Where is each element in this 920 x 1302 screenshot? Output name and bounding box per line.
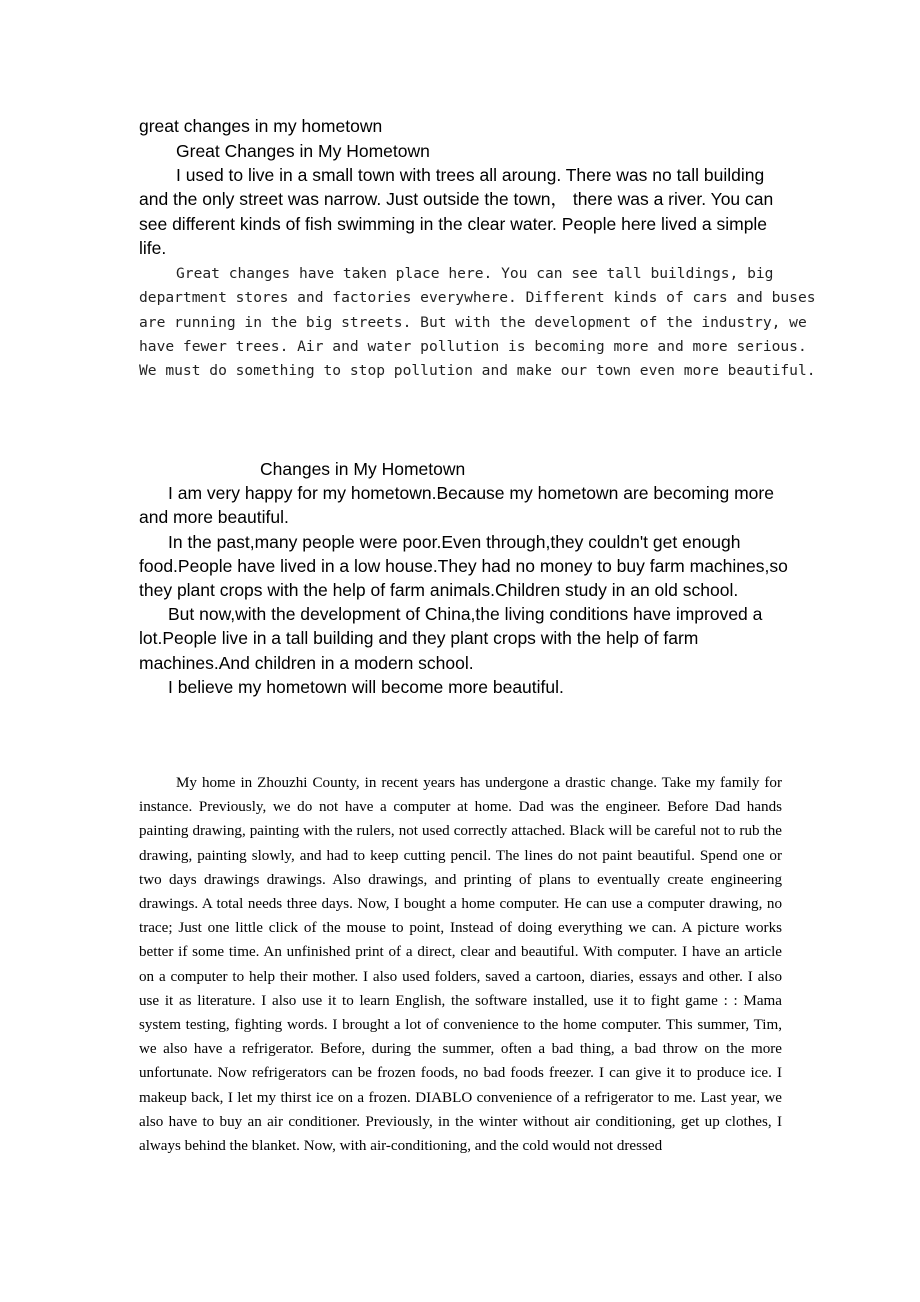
essay-great-changes	[139, 139, 816, 384]
essay-heading: Changes in My Hometown	[260, 459, 466, 479]
essay-paragraph: In the past,many people were poor.Even through,they couldn't get enough food.People have lived in a low house.They had no money to buy farm machines,so they plant crops with the help of farm animals.Children study in an old school.	[139, 531, 788, 601]
essay-paragraph: I am very happy for my hometown.Because my hometown are becoming more and more beautiful.	[139, 483, 774, 528]
essay-paragraph: I used to live in a small town with trees all aroung. There was no tall building and the only street was narrow. Just outside the town， there was a river. You can see different kinds of fish swimming in the clear water. People here lived a simple life.	[139, 165, 774, 258]
essay-heading: Great Changes in My Hometown	[176, 141, 430, 161]
essay-changes	[139, 457, 794, 699]
essay-paragraph: My home in Zhouzhi County, in recent years has undergone a drastic change. Take my family for instance. Previously, we do not have a computer at home. Dad was the engineer. Before Dad hands painting drawing, painting with the rulers, not used correctly attached. Black will be careful not to rub the drawing, painting slowly, and had to keep cutting pencil. The lines do not paint beautiful. Spend one or two days drawings drawings. Also drawings, and printing of plans to eventually create engineering drawings. A total needs three days. Now, I bought a home computer. He can use a computer drawing, no trace; Just one little click of the mouse to point, Instead of doing everything we can. A picture works better if some time. An unfinished print of a direct, clear and beautiful. With computer. I have an article on a computer to help their mother. I also used folders, saved a cartoon, diaries, essays and other. I also use it as literature. I also use it to learn English, the software installed, use it to fight game : : Mama system testing, fighting words. I brought a lot of convenience to the home computer. This summer, Tim, we also have a refrigerator. Before, during the summer, often a bad thing, a bad throw on the more unfortunate. Now refrigerators can be frozen foods, no bad foods freezer. I can give it to produce ice. I makeup back, I let my thirst ice on a frozen. DIABLO convenience of a refrigerator to me. Last year, we also have to buy an air conditioner. Previously, in the winter without air conditioning, get up clothes, I always behind the blanket. Now, with air-conditioning, and the cold would not dressed	[139, 775, 782, 1155]
essay-zhouzhi	[139, 771, 782, 1158]
essay-paragraph: But now,with the development of China,the living conditions have improved a lot.People live in a tall building and they plant crops with the help of farm machines.And children in a modern school.	[139, 604, 763, 673]
essay-paragraph: I believe my hometown will become more beautiful.	[168, 676, 564, 697]
document-title: great changes in my hometown	[139, 116, 383, 136]
essay-paragraph: Great changes have taken place here. You can see tall buildings, big department stores and factories everywhere. Different kinds of cars and buses are running in the big streets. But with the development of the industry, we have fewer trees. Air and water pollution is becoming more and more serious. We must do something to stop pollution and make our town even more beautiful.	[139, 265, 816, 380]
